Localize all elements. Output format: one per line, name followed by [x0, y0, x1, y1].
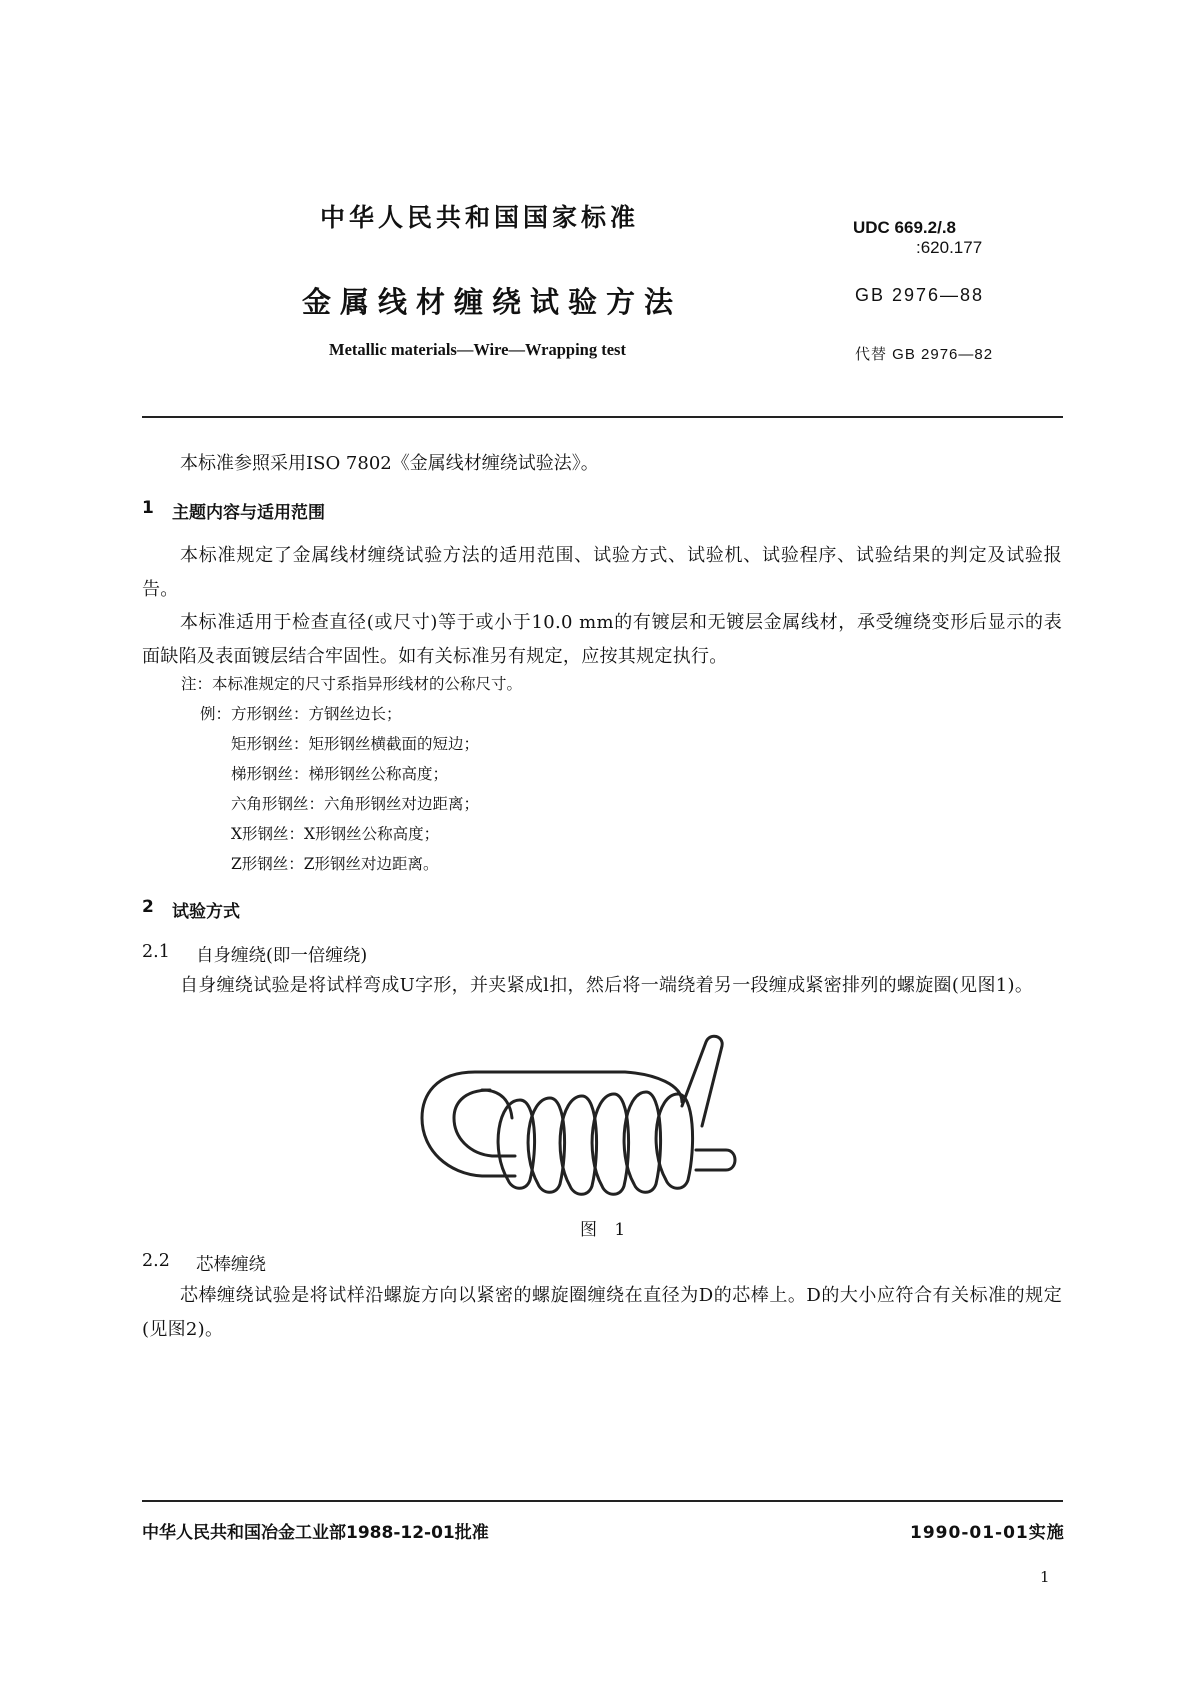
gb-number: GB 2976—88: [855, 285, 985, 305]
section-1-paragraph-2: 本标准适用于检查直径(或尺寸)等于或小于10.0 mm的有镀层和无镀层金属线材，承受缠绕变形后显示的表面缺陷及表面镀层结合牢固性。如有关标准另有规定，应按其规定执行。: [142, 612, 1062, 667]
standard-title-en: Metallic materials—Wire—Wrapping test: [329, 340, 626, 359]
header-divider: [142, 416, 1063, 418]
figure-1-caption: 图 1: [580, 1220, 632, 1240]
example-item: Z形钢丝：Z形钢丝对边距离。: [231, 855, 439, 873]
example-item: 矩形钢丝：矩形钢丝横截面的短边；: [231, 735, 480, 753]
footer-divider: [142, 1500, 1063, 1502]
national-standard-title: 中华人民共和国国家标准: [320, 203, 640, 232]
subsection-2-1-number: 2.1: [142, 942, 170, 962]
section-1-paragraph-1: 本标准规定了金属线材缠绕试验方法的适用范围、试验方式、试验机、试验程序、试验结果的判定及试验报告。: [142, 545, 1062, 600]
figure-1-self-wrapping-diagram: [420, 1030, 800, 1200]
udc-code-line1: UDC 669.2/.8: [853, 218, 956, 237]
example-item: 例：方形钢丝：方钢丝边长；: [200, 705, 402, 723]
note-title: 注：本标准规定的尺寸系指异形线材的公称尺寸。: [181, 675, 523, 693]
replaces-standard: 代替 GB 2976—82: [855, 346, 994, 363]
subsection-2-2-title: 芯棒缠绕: [196, 1255, 266, 1275]
section-2-title: 试验方式: [172, 902, 240, 922]
example-item: X形钢丝：X形钢丝公称高度；: [231, 825, 440, 843]
example-item: 六角形钢丝：六角形钢丝对边距离；: [231, 795, 480, 813]
section-1-number: 1: [142, 498, 154, 518]
approval-line: 中华人民共和国冶金工业部1988-12-01批准: [142, 1523, 489, 1543]
intro-text: 本标准参照采用ISO 7802《金属线材缠绕试验法》。: [180, 453, 599, 474]
subsection-2-1-text: 自身缠绕试验是将试样弯成U字形，并夹紧成l扣，然后将一端绕着另一段缠成紧密排列的螺旋圈(见图1)。: [180, 975, 1034, 996]
subsection-2-2-number: 2.2: [142, 1251, 170, 1271]
standard-title-cn: 金属线材缠绕试验方法: [302, 285, 683, 319]
section-1-title: 主题内容与适用范围: [172, 503, 325, 523]
example-item: 梯形钢丝：梯形钢丝公称高度；: [231, 765, 449, 783]
udc-code-line2: :620.177: [916, 238, 983, 257]
subsection-2-1-title: 自身缠绕(即一倍缠绕): [196, 946, 368, 966]
page-number: 1: [1040, 1568, 1050, 1586]
section-2-number: 2: [142, 897, 154, 917]
subsection-2-2-text: 芯棒缠绕试验是将试样沿螺旋方向以紧密的螺旋圈缠绕在直径为D的芯棒上。D的大小应符合有关标准的规定(见图2)。: [142, 1285, 1062, 1340]
implementation-date: 1990-01-01实施: [910, 1523, 1065, 1543]
